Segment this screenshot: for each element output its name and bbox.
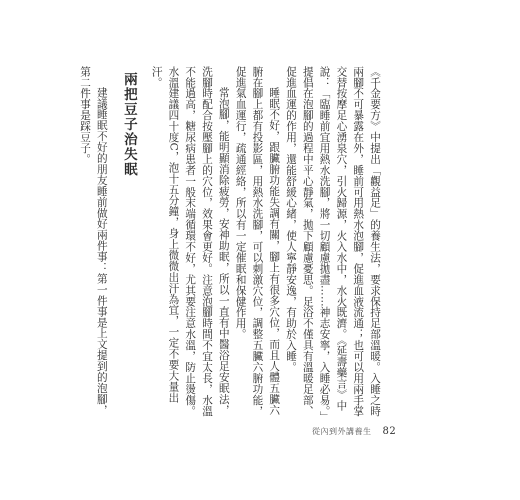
section-heading: 兩把豆子治失眠 <box>120 72 137 177</box>
running-title: 從內到外講養生 <box>312 427 372 436</box>
page-footer <box>312 426 396 437</box>
page-number: 82 <box>382 426 397 437</box>
vertical-text-block <box>76 66 383 422</box>
paragraph-foot-bath-advice: 常泡腳，能明顯消除疲勞，安神助眠，所以一直有中醫浴足安眠法，洗腳時配合按壓腳上的穴位，效果會更好。注意泡腳時間不宜太長，水溫不能過高，糖尿病患者一般末端循環不好，尤其要注意水溫，防止燙傷。水溫建議四十度C，泡十五分鐘，身上微微出汗為宜，一定不要大量出汗。 <box>150 66 230 417</box>
paragraph-two-things: 建議睡眠不好的朋友睡前做好兩件事：第一件事是上文提到的泡腳，第二件事是踩豆子。 <box>79 66 108 416</box>
paragraph-foot-warmth: 《千金要方》中提出「觀益足」的養生法，要求保持足部溫暖。入睡之時兩腳不可暴露在外，睡前可用熱水泡腳，促進血液流通；也可以用兩手掌交替按摩足心湧泉穴，引火歸源，火入水中，水火既濟。《延壽藥言》中說：「臨睡前宜用熱水洗腳，將一切顧慮拋盡……神志安寧，入睡必易。」提倡在泡腳的過程中平心靜氣，拋下顧慮憂思。足浴不僅具有溫暖足部、促進血運的作用，還能舒緩心緒，使人寧靜安逸，有助於入睡。 <box>285 66 381 417</box>
paragraph-sleep-organs: 睡眠不好，跟臟腑功能失調有關，腳上有很多穴位，而且人體五臟六腑在腳上都有投影區，用熱水洗腳，可以刺激穴位，調整五臟六腑功能，促進氣血運行，疏通經絡，所以有一定催眠和保健作用。 <box>234 66 281 417</box>
